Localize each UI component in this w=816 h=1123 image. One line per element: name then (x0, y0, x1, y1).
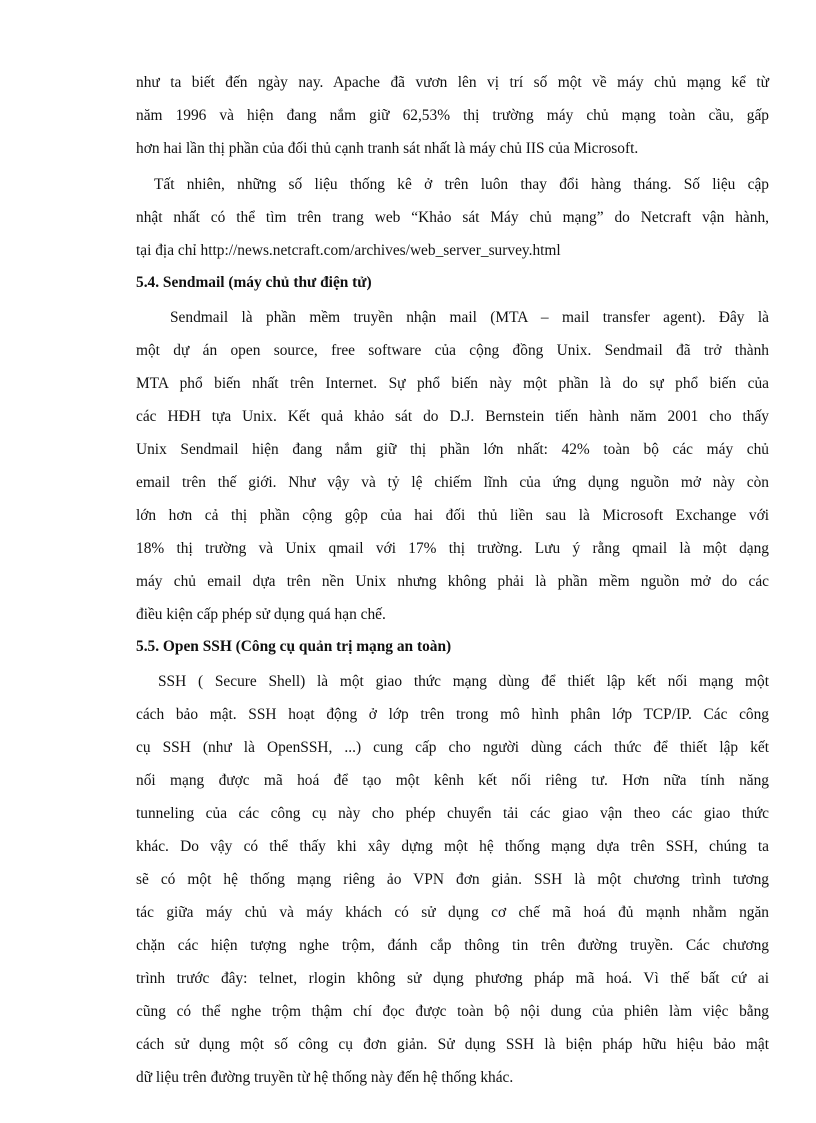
text-line: SSH ( Secure Shell) là một giao thức mạng dùng để thiết lập kết nối mạng một (158, 673, 769, 690)
text-line: như ta biết đến ngày nay. Apache đã vươn lên vị trí số một về máy chủ mạng kể từ (136, 74, 769, 91)
paragraph-sendmail (136, 301, 769, 631)
text-line: cách bảo mật. SSH hoạt động ở lớp trên trong mô hình phân lớp TCP/IP. Các công (136, 706, 769, 723)
text-line: cụ SSH (như là OpenSSH, ...) cung cấp cho người dùng cách thức để thiết lập kết (136, 739, 769, 756)
text-line: lớn hơn cả thị phần cộng gộp của hai đối thủ liền sau là Microsoft Exchange với (136, 507, 769, 524)
text-line: sẽ có một hệ thống mạng riêng ảo VPN đơn giản. SSH là một chương trình tương (136, 871, 769, 888)
text-line: năm 1996 và hiện đang nắm giữ 62,53% thị trường máy chủ mạng toàn cầu, gấp (136, 107, 769, 124)
text-line: cũng có thể nghe trộm thậm chí đọc được toàn bộ nội dung của phiên làm việc bằng (136, 1003, 769, 1020)
text-line: điều kiện cấp phép sử dụng quá hạn chế. (136, 606, 386, 623)
paragraph-openssh (136, 665, 769, 1094)
text-line: nối mạng được mã hoá để tạo một kênh kết nối riêng tư. Hơn nữa tính năng (136, 772, 769, 789)
text-line: Sendmail là phần mềm truyền nhận mail (MTA – mail transfer agent). Đây là (170, 309, 769, 326)
text-line: một dự án open source, free software của cộng đồng Unix. Sendmail đã trở thành (136, 342, 769, 359)
text-line: tác giữa máy chủ và máy khách có sử dụng cơ chế mã hoá đủ mạnh nhằm ngăn (136, 904, 769, 921)
text-line: Unix Sendmail hiện đang nắm giữ thị phần lớn nhất: 42% toàn bộ các máy chủ (136, 441, 769, 458)
text-line: Tất nhiên, những số liệu thống kê ở trên luôn thay đổi hàng tháng. Số liệu cập (154, 176, 769, 193)
section-heading-openssh: 5.5. Open SSH (Công cụ quản trị mạng an toàn) (136, 638, 452, 655)
paragraph-netcraft (136, 168, 769, 267)
text-line: chặn các hiện tượng nghe trộm, đánh cắp thông tin trên đường truyền. Các chương (136, 937, 769, 954)
text-line: máy chủ email dựa trên nền Unix nhưng không phải là phần mềm nguồn mở do các (136, 573, 769, 590)
text-line: trình trước đây: telnet, rlogin không sử dụng phương pháp mã hoá. Vì thế bất cứ ai (136, 970, 769, 987)
text-line: MTA phổ biến nhất trên Internet. Sự phổ biến này một phần là do sự phổ biến của (136, 375, 769, 392)
text-line: các HĐH tựa Unix. Kết quả khảo sát do D.J. Bernstein tiến hành năm 2001 cho thấy (136, 408, 769, 425)
text-line: email trên thế giới. Như vậy và tỷ lệ chiếm lĩnh của ứng dụng nguồn mở này còn (136, 474, 769, 491)
text-line: cách sử dụng một số công cụ đơn giản. Sử dụng SSH là biện pháp hữu hiệu bảo mật (136, 1036, 769, 1053)
text-line: 18% thị trường và Unix qmail với 17% thị trường. Lưu ý rằng qmail là một dạng (136, 540, 769, 557)
text-line: hơn hai lần thị phần của đối thủ cạnh tranh sát nhất là máy chủ IIS của Microsoft. (136, 140, 639, 157)
section-heading-sendmail: 5.4. Sendmail (máy chủ thư điện tử) (136, 274, 372, 291)
text-line: tại địa chỉ http://news.netcraft.com/archives/web_server_survey.html (136, 242, 561, 259)
text-line: dữ liệu trên đường truyền từ hệ thống này đến hệ thống khác. (136, 1069, 514, 1086)
text-line: khác. Do vậy có thể thấy khi xây dựng một hệ thống mạng dựa trên SSH, chúng ta (136, 838, 769, 855)
text-line: nhật nhất có thể tìm trên trang web “Khảo sát Máy chủ mạng” do Netcraft vận hành, (136, 209, 769, 226)
paragraph-apache-market (136, 66, 769, 165)
document-page (136, 66, 769, 1094)
text-line: tunneling của các công cụ này cho phép chuyển tải các giao vận theo các giao thức (136, 805, 769, 822)
